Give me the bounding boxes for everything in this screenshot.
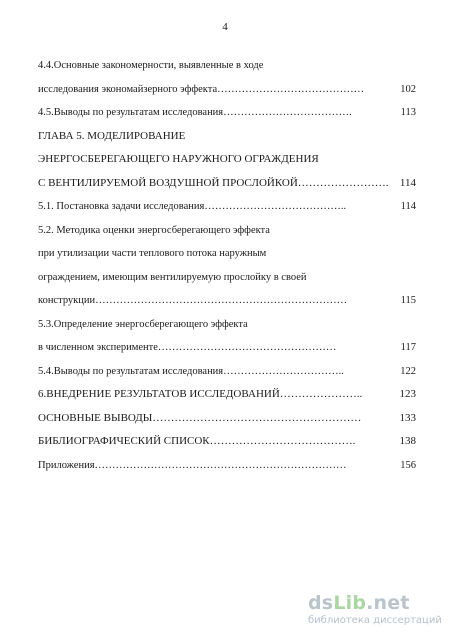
- toc-entry-text: С ВЕНТИЛИРУЕМОЙ ВОЗДУШНОЙ ПРОСЛОЙКОЙ…………………….: [38, 176, 389, 189]
- toc-page-number: 102: [400, 83, 416, 95]
- toc-page-number: 156: [400, 459, 416, 471]
- toc-line: [38, 454, 416, 478]
- toc-line: [38, 313, 416, 337]
- toc-line: [38, 407, 416, 431]
- toc-line: [38, 148, 416, 172]
- toc-entry-text: при утилизации части теплового потока наружным: [38, 248, 267, 259]
- toc-page-number: 114: [400, 201, 416, 212]
- table-of-contents: [38, 54, 416, 477]
- toc-entry-text: 4.4.Основные закономерности, выявленные в ходе: [38, 60, 264, 71]
- toc-page-number: 123: [399, 388, 416, 400]
- toc-entry-text: 5.1. Постановка задачи исследования…………………………………..: [38, 201, 347, 212]
- watermark-brand: [308, 592, 410, 614]
- toc-entry-text: конструкции………………………………………………………………: [38, 295, 348, 306]
- toc-entry-text: 5.4.Выводы по результатам исследования……………………………..: [38, 365, 344, 377]
- toc-entry-text: 4.5.Выводы по результатам исследования……………………………….: [38, 107, 352, 118]
- brand-lib: Lib: [333, 592, 367, 614]
- dslib-watermark: [308, 592, 442, 626]
- toc-page-number: 133: [399, 411, 416, 424]
- toc-line: [38, 78, 416, 102]
- page-number: 4: [222, 21, 228, 33]
- toc-line: [38, 219, 416, 243]
- toc-entry-text: в численном эксперименте……………………………………………: [38, 342, 337, 353]
- brand-ds: ds: [308, 592, 334, 614]
- toc-entry-text: исследования экономайзерного эффекта……………………………………: [38, 83, 365, 95]
- toc-line: [38, 266, 416, 290]
- toc-line: [38, 360, 416, 384]
- toc-entry-text: 6.ВНЕДРЕНИЕ РЕЗУЛЬТАТОВ ИССЛЕДОВАНИЙ…………………..: [38, 388, 363, 400]
- toc-line: [38, 430, 416, 454]
- watermark-logo: [308, 592, 438, 614]
- toc-line: [38, 172, 416, 196]
- toc-entry-text: ОСНОВНЫЕ ВЫВОДЫ…………………………………………………: [38, 411, 362, 424]
- toc-page-number: 117: [400, 342, 416, 353]
- watermark-subtitle: библиотека диссертаций: [308, 615, 442, 626]
- toc-page-number: 113: [400, 107, 416, 118]
- toc-page-number: 115: [400, 295, 416, 306]
- toc-line: [38, 125, 416, 149]
- toc-entry-text: БИБЛИОГРАФИЧЕСКИЙ СПИСОК………………………………….: [38, 435, 356, 447]
- toc-line: [38, 383, 416, 407]
- brand-net: .net: [366, 592, 410, 614]
- toc-line: [38, 336, 416, 360]
- toc-line: [38, 101, 416, 125]
- toc-page-number: 122: [400, 365, 416, 377]
- toc-line: [38, 242, 416, 266]
- toc-entry-text: Приложения………………………………………………………………: [38, 459, 347, 471]
- toc-entry-text: 5.2. Методика оценки энергосберегающего эффекта: [38, 224, 270, 236]
- toc-entry-text: ЭНЕРГОСБЕРЕГАЮЩЕГО НАРУЖНОГО ОГРАЖДЕНИЯ: [38, 153, 319, 165]
- toc-line: [38, 54, 416, 78]
- toc-entry-text: ограждением, имеющим вентилируемую прослойку в своей: [38, 271, 307, 283]
- toc-page-number: 114: [399, 176, 416, 189]
- toc-line: [38, 289, 416, 313]
- toc-entry-text: 5.3.Определение энергосберегающего эффекта: [38, 318, 248, 330]
- toc-page-number: 138: [399, 435, 416, 447]
- toc-line: [38, 195, 416, 219]
- toc-entry-text: ГЛАВА 5. МОДЕЛИРОВАНИЕ: [38, 129, 186, 142]
